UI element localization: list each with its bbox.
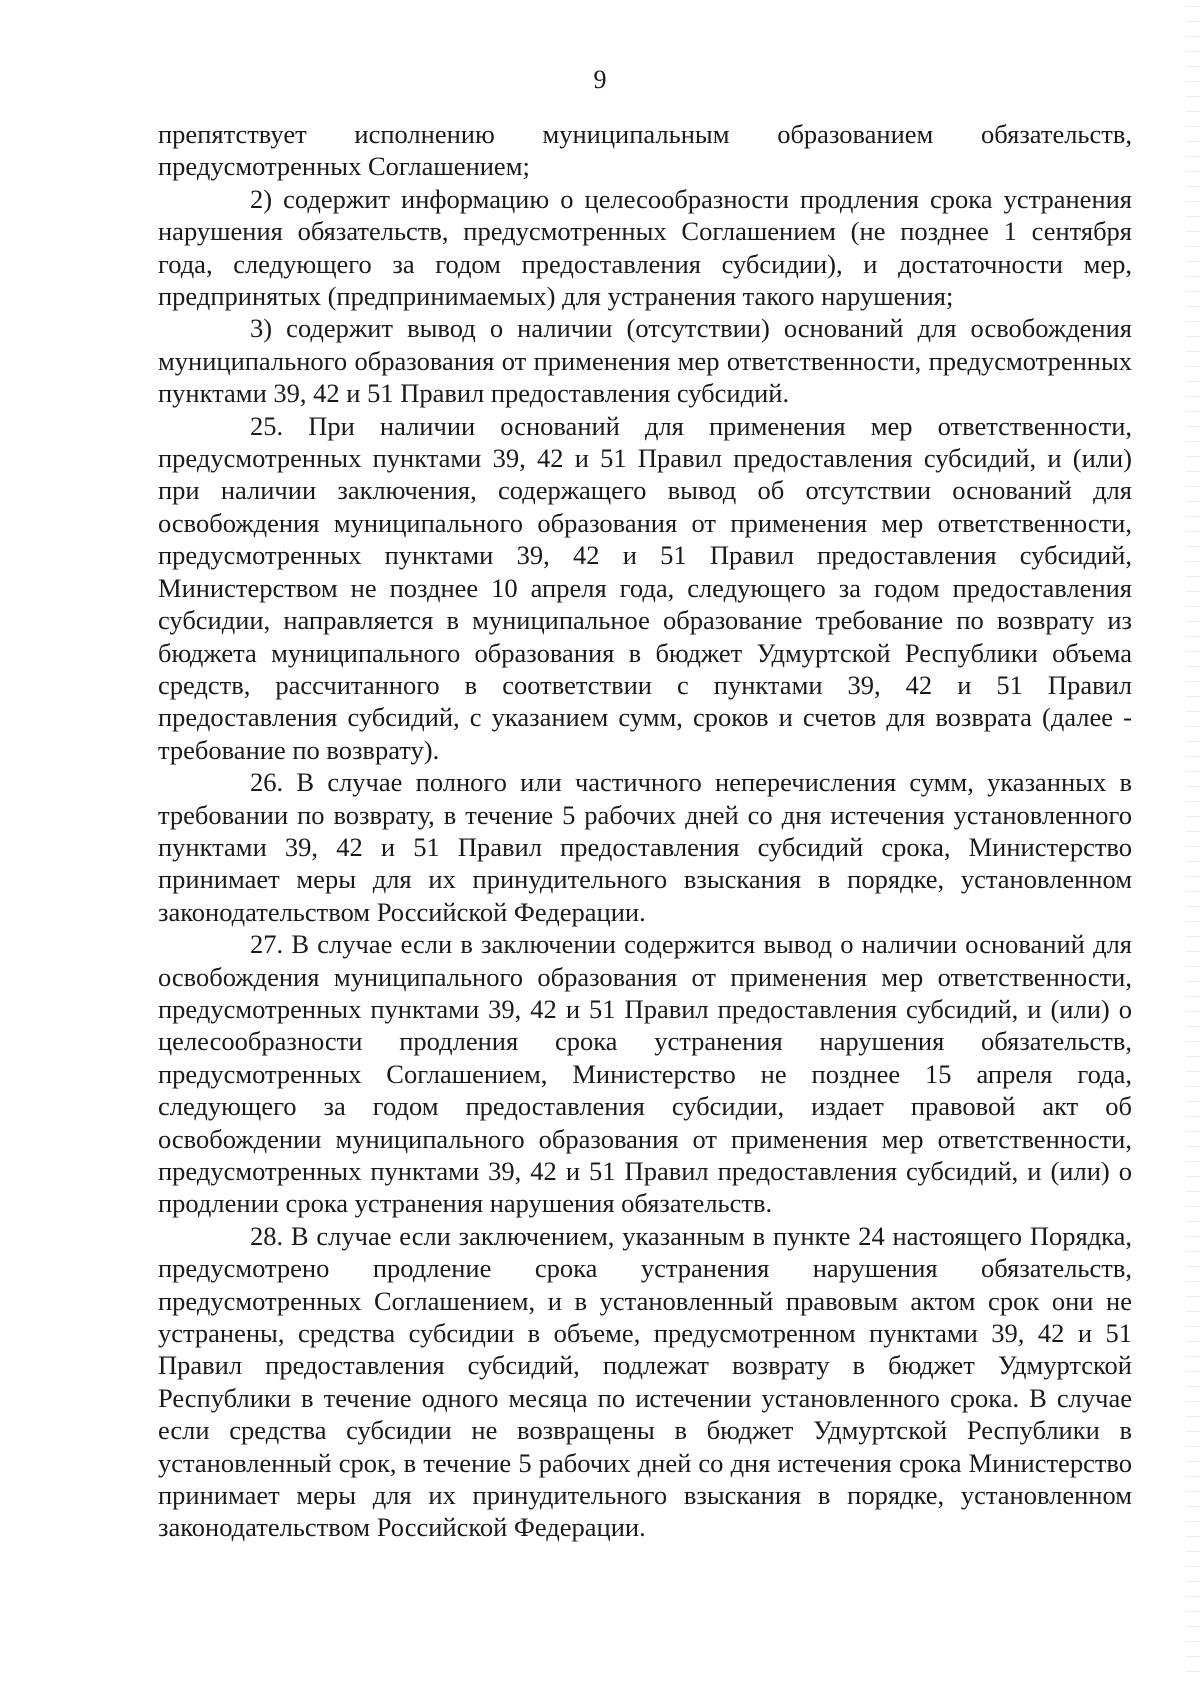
paragraph-item-2: 2) содержит информацию о целесообразности продления срока устранения нарушения обязательств, предусмотренных Соглашением (не позднее 1 сентября года, следующего за годом предоставления субсидии), и достаточности мер, предпринятых (предпринимаемых) для устранения такого нарушения; xyxy=(158,183,1132,312)
paragraph-continuation: препятствует исполнению муниципальным образованием обязательств, предусмотренных Соглашением; xyxy=(158,119,1132,182)
paragraph-item-3: 3) содержит вывод о наличии (отсутствии) оснований для освобождения муниципального образования от применения мер ответственности, предусмотренных пунктами 39, 42 и 51 Правил предоставления субсидий. xyxy=(158,313,1132,409)
paragraph-clause-28: 28. В случае если заключением, указанным в пункте 24 настоящего Порядка, предусмотрено продление срока устранения нарушения обязательств, предусмотренных Соглашением, и в установленный правовым актом срок они не устранены, средства субсидии в объеме, предусмотренном пунктами 39, 42 и 51 Правил предоставления субсидий, подлежат возврату в бюджет Удмуртской Республики в течение одного месяца по истечении установленного срока. В случае если средства субсидии не возвращены в бюджет Удмуртской Республики в установленный срок, в течение 5 рабочих дней со дня истечения срока Министерство принимает меры для их принудительного взыскания в порядке, установленном законодательством Российской Федерации. xyxy=(158,1220,1132,1543)
page-number: 9 xyxy=(593,65,607,94)
scan-edge-artifact xyxy=(1186,0,1200,1686)
paragraph-clause-25: 25. При наличии оснований для применения мер ответственности, предусмотренных пунктами 39, 42 и 51 Правил предоставления субсидий, и (или) при наличии заключения, содержащего вывод об отсутствии оснований для освобождения муниципального образования от применения мер ответственности, предусмотренных пунктами 39, 42 и 51 Правил предоставления субсидий, Министерством не позднее 10 апреля года, следующего за годом предоставления субсидии, направляется в муниципальное образование требование по возврату из бюджета муниципального образования в бюджет Удмуртской Республики объема средств, рассчитанного в соответствии с пунктами 39, 42 и 51 Правил предоставления субсидий, с указанием сумм, сроков и счетов для возврата (далее - требование по возврату). xyxy=(158,410,1132,765)
document-body xyxy=(158,118,1132,1544)
paragraph-clause-26: 26. В случае полного или частичного неперечисления сумм, указанных в требовании по возврату, в течение 5 рабочих дней со дня истечения установленного пунктами 39, 42 и 51 Правил предоставления субсидий срока, Министерство принимает меры для их принудительного взыскания в порядке, установленном законодательством Российской Федерации. xyxy=(158,767,1132,927)
paragraph-clause-27: 27. В случае если в заключении содержится вывод о наличии оснований для освобождения муниципального образования от применения мер ответственности, предусмотренных пунктами 39, 42 и 51 Правил предоставления субсидий, и (или) о целесообразности продления срока устранения нарушения обязательств, предусмотренных Соглашением, Министерство не позднее 15 апреля года, следующего за годом предоставления субсидии, издает правовой акт об освобождении муниципального образования от применения мер ответственности, предусмотренных пунктами 39, 42 и 51 Правил предоставления субсидий, и (или) о продлении срока устранения нарушения обязательств. xyxy=(158,929,1132,1219)
